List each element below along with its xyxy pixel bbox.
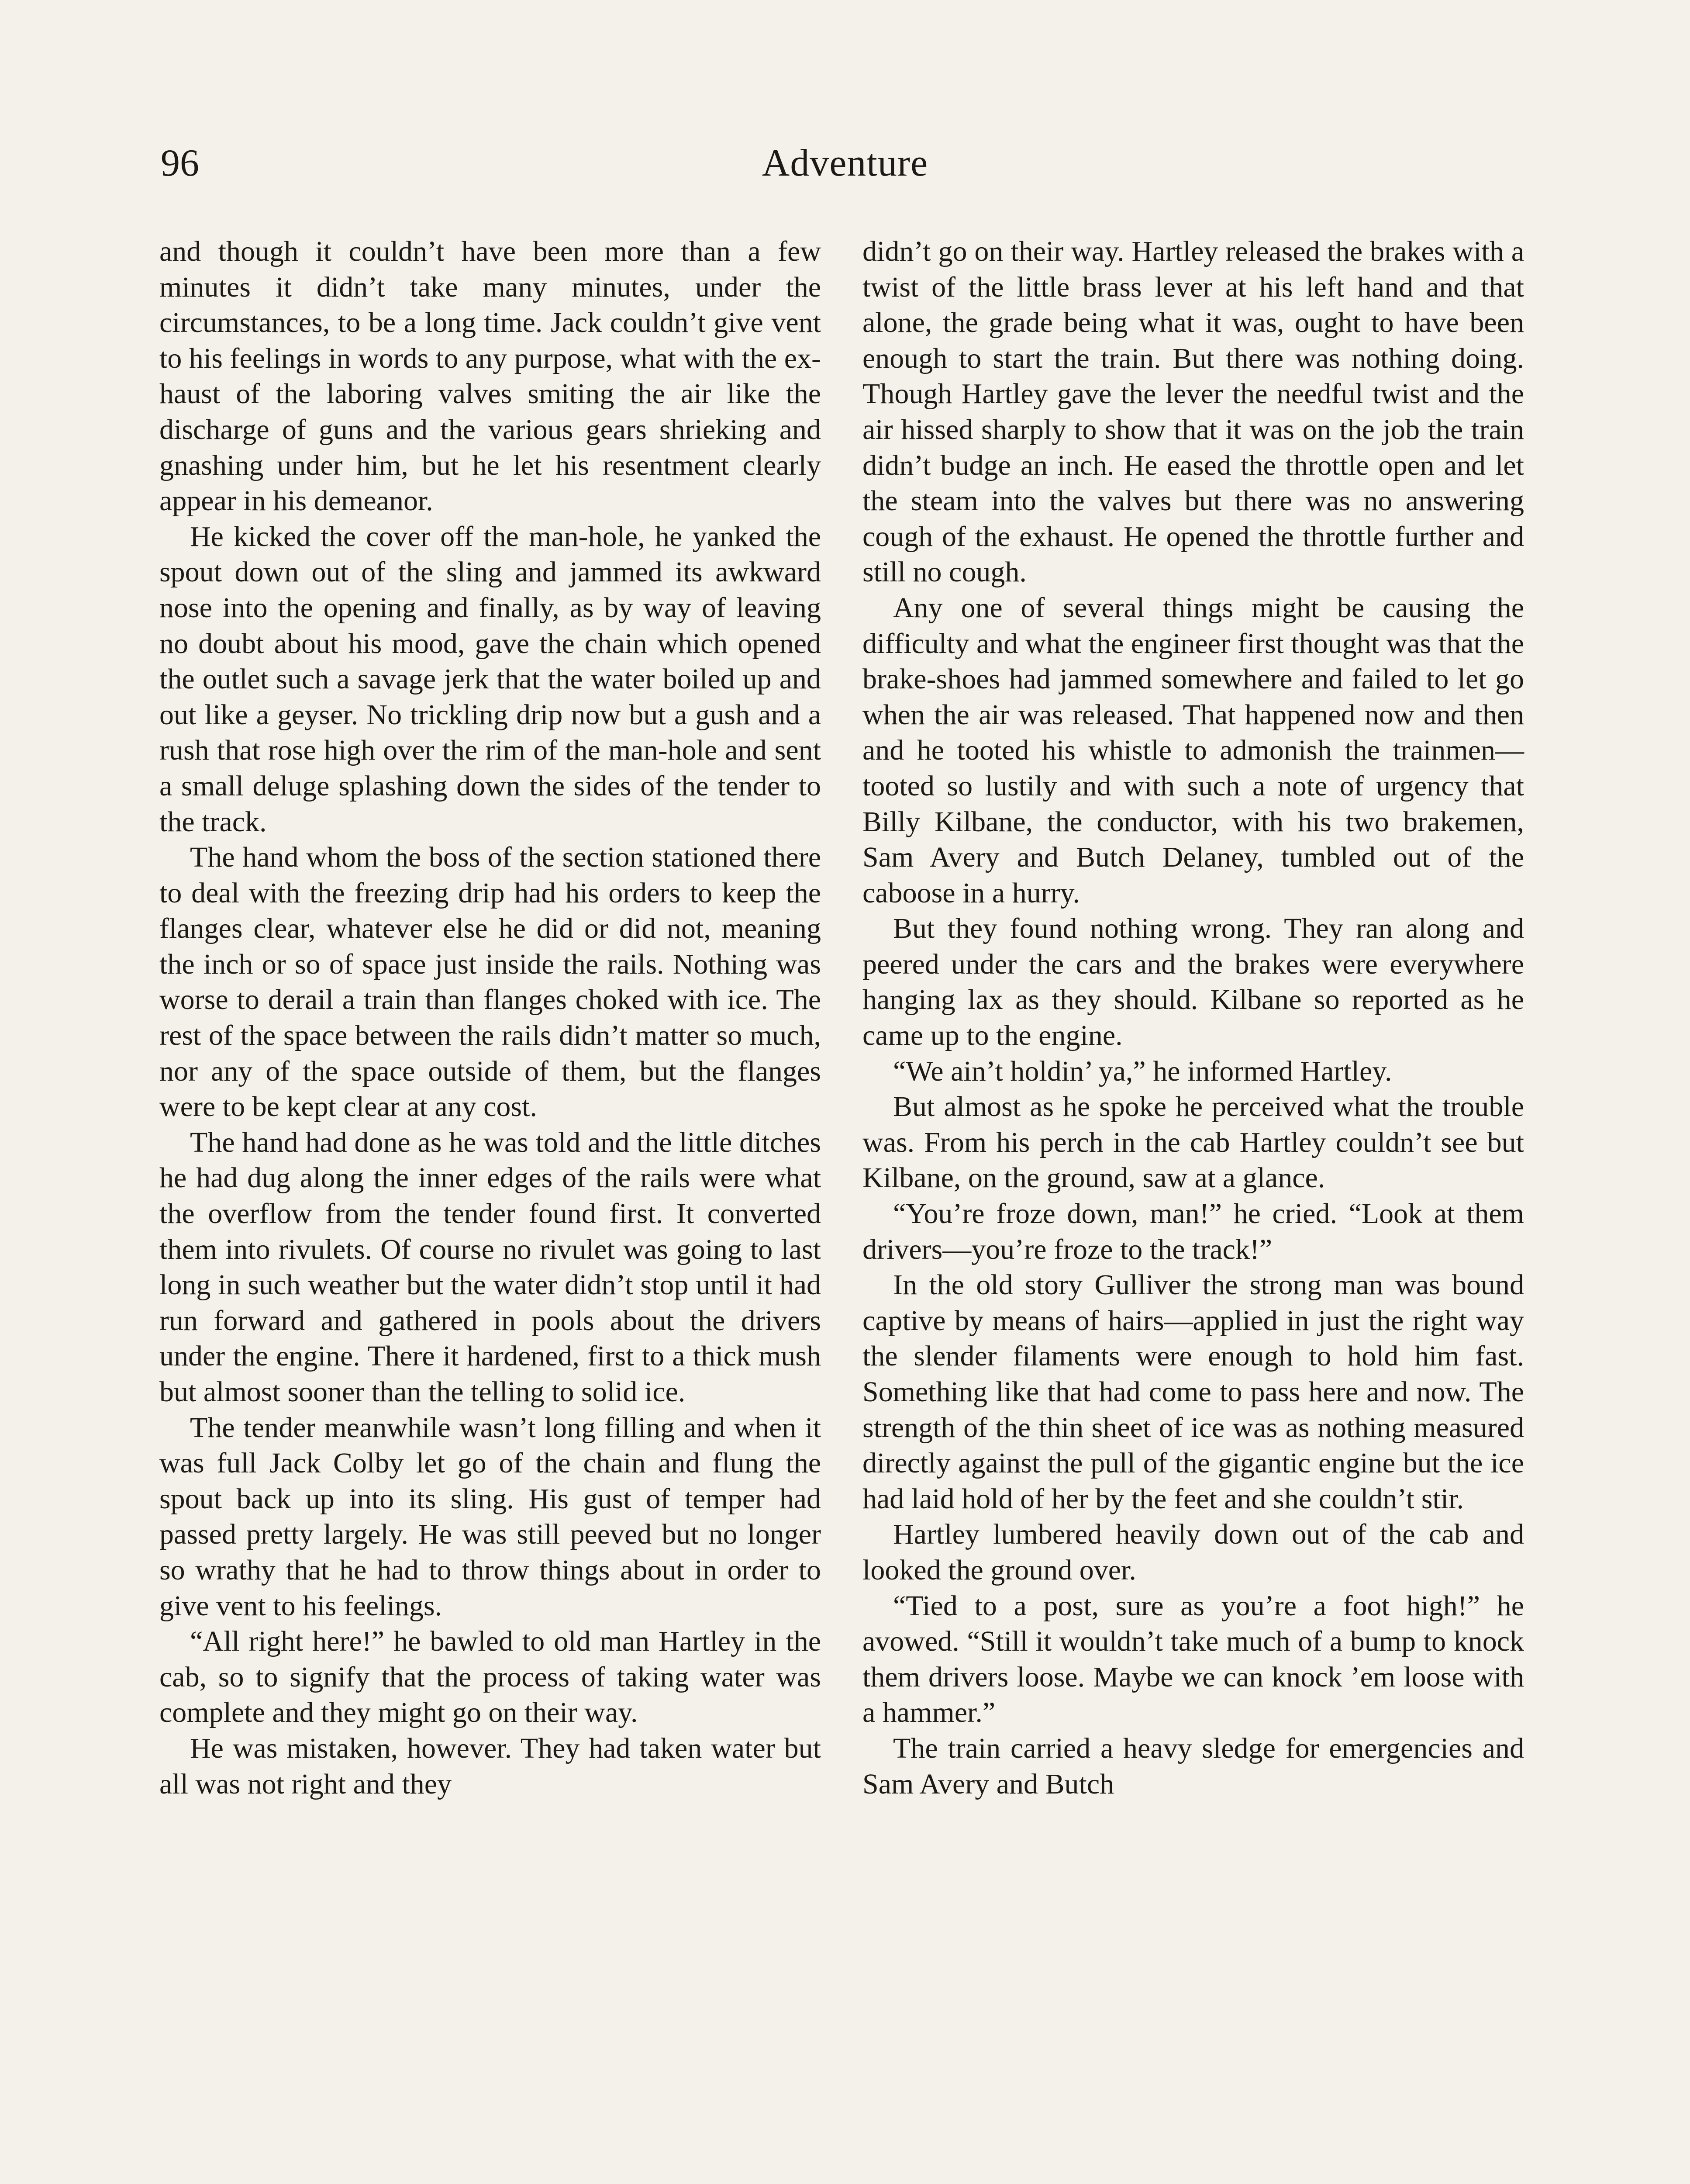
paragraph: “Tied to a post, sure as you’re a foot high!” he avowed. “Still it wouldn’t take much of a bump to knock them drivers loose. Maybe we can knock ’em loose with a hammer.” [862,1590,1524,1729]
page-number: 96 [161,142,199,184]
paragraph: In the old story Gulliver the strong man was bound captive by means of hairs—applied in just the right way the slender filaments were enough to hold him fast. Something like that had come to pass here and now. The strength of the thin sheet of ice was as nothing measured directly against the pull of the gigantic engine but the ice had laid hold of her by the feet and she couldn’t stir. [862,1269,1524,1515]
paragraph: The train carried a heavy sledge for emergencies and Sam Avery and Butch [862,1732,1524,1800]
paragraph: The hand whom the boss of the section stationed there to deal with the freezing drip had his orders to keep the flanges clear, whatever else he did or did not, meaning the inch or so of space just inside the rails. Nothing was worse to derail a train than flanges choked with ice. The rest of the space between the rails didn’t matter so much, nor any of the space outside of them, but the flanges were to be kept clear at any cost. [159,841,821,1123]
paragraph: “All right here!” he bawled to old man Hartley in the cab, so to signify that the process of taking water was complete and they might go on their way. [159,1625,821,1729]
paragraph: The hand had done as he was told and the little ditches he had dug along the inner edges of the rails were what the overflow from the tender found first. It converted them into rivulets. Of course no rivulet was going to last long in such weather but the water didn’t stop until it had run forward and gathered in pools about the drivers under the engine. There it hardened, first to a thick mush but almost sooner than the telling to solid ice. [159,1126,821,1408]
text-column-left [159,234,821,1802]
paragraph: But they found nothing wrong. They ran along and peered under the cars and the brakes were everywhere hanging lax as they should. Kilbane so reported as he came up to the engine. [862,912,1524,1052]
paragraph: But almost as he spoke he perceived what the trouble was. From his perch in the cab Hartley couldn’t see but Kilbane, on the ground, saw at a glance. [862,1091,1524,1194]
paragraph: He kicked the cover off the man-hole, he yanked the spout down out of the sling and jammed its awkward nose into the opening and finally, as by way of leaving no doubt about his mood, gave the chain which opened the outlet such a savage jerk that the water boiled up and out like a geyser. No trickling drip now but a gush and a rush that rose high over the rim of the man-hole and sent a small deluge splashing down the sides of the tender to the track. [159,520,821,838]
running-head: Adventure [762,142,928,184]
paragraph: Hartley lumbered heavily down out of the cab and looked the ground over. [862,1518,1524,1586]
paragraph: The tender meanwhile wasn’t long filling and when it was full Jack Colby let go of the chain and flung the spout back up into its sling. His gust of temper had passed pretty largely. He was still peeved but no longer so wrathy that he had to throw things about in order to give vent to his feelings. [159,1411,821,1622]
paragraph: and though it couldn’t have been more than a few minutes it didn’t take many minutes, under the circumstances, to be a long time. Jack couldn’t give vent to his feelings in words to any purpose, what with the exhaust of the laboring valves smiting the air like the discharge of guns and the various gears shrieking and gnashing under him, but he let his resentment clearly appear in his demeanor. [159,235,821,517]
text-column-right [862,234,1524,1802]
paragraph: didn’t go on their way. Hartley released the brakes with a twist of the little brass lever at his left hand and that alone, the grade being what it was, ought to have been enough to start the train. But there was nothing doing. Though Hartley gave the lever the needful twist and the air hissed sharply to show that it was on the job the train didn’t budge an inch. He eased the throttle open and let the steam into the valves but there was no answering cough of the exhaust. He opened the throttle further and still no cough. [862,235,1524,588]
paragraph: “You’re froze down, man!” he cried. “Look at them drivers—you’re froze to the track!” [862,1198,1524,1265]
paragraph: He was mistaken, however. They had taken water but all was not right and they [159,1732,821,1800]
paragraph: Any one of several things might be causing the difficulty and what the engineer first thought was that the brake-shoes had jammed somewhere and failed to let go when the air was released. That happened now and then and he tooted his whistle to admonish the trainmen—tooted so lustily and with such a note of urgency that Billy Kilbane, the conductor, with his two brakemen, Sam Avery and Butch Delaney, tumbled out of the caboose in a hurry. [862,591,1524,909]
paragraph: “We ain’t holdin’ ya,” he informed Hartley. [893,1055,1392,1087]
